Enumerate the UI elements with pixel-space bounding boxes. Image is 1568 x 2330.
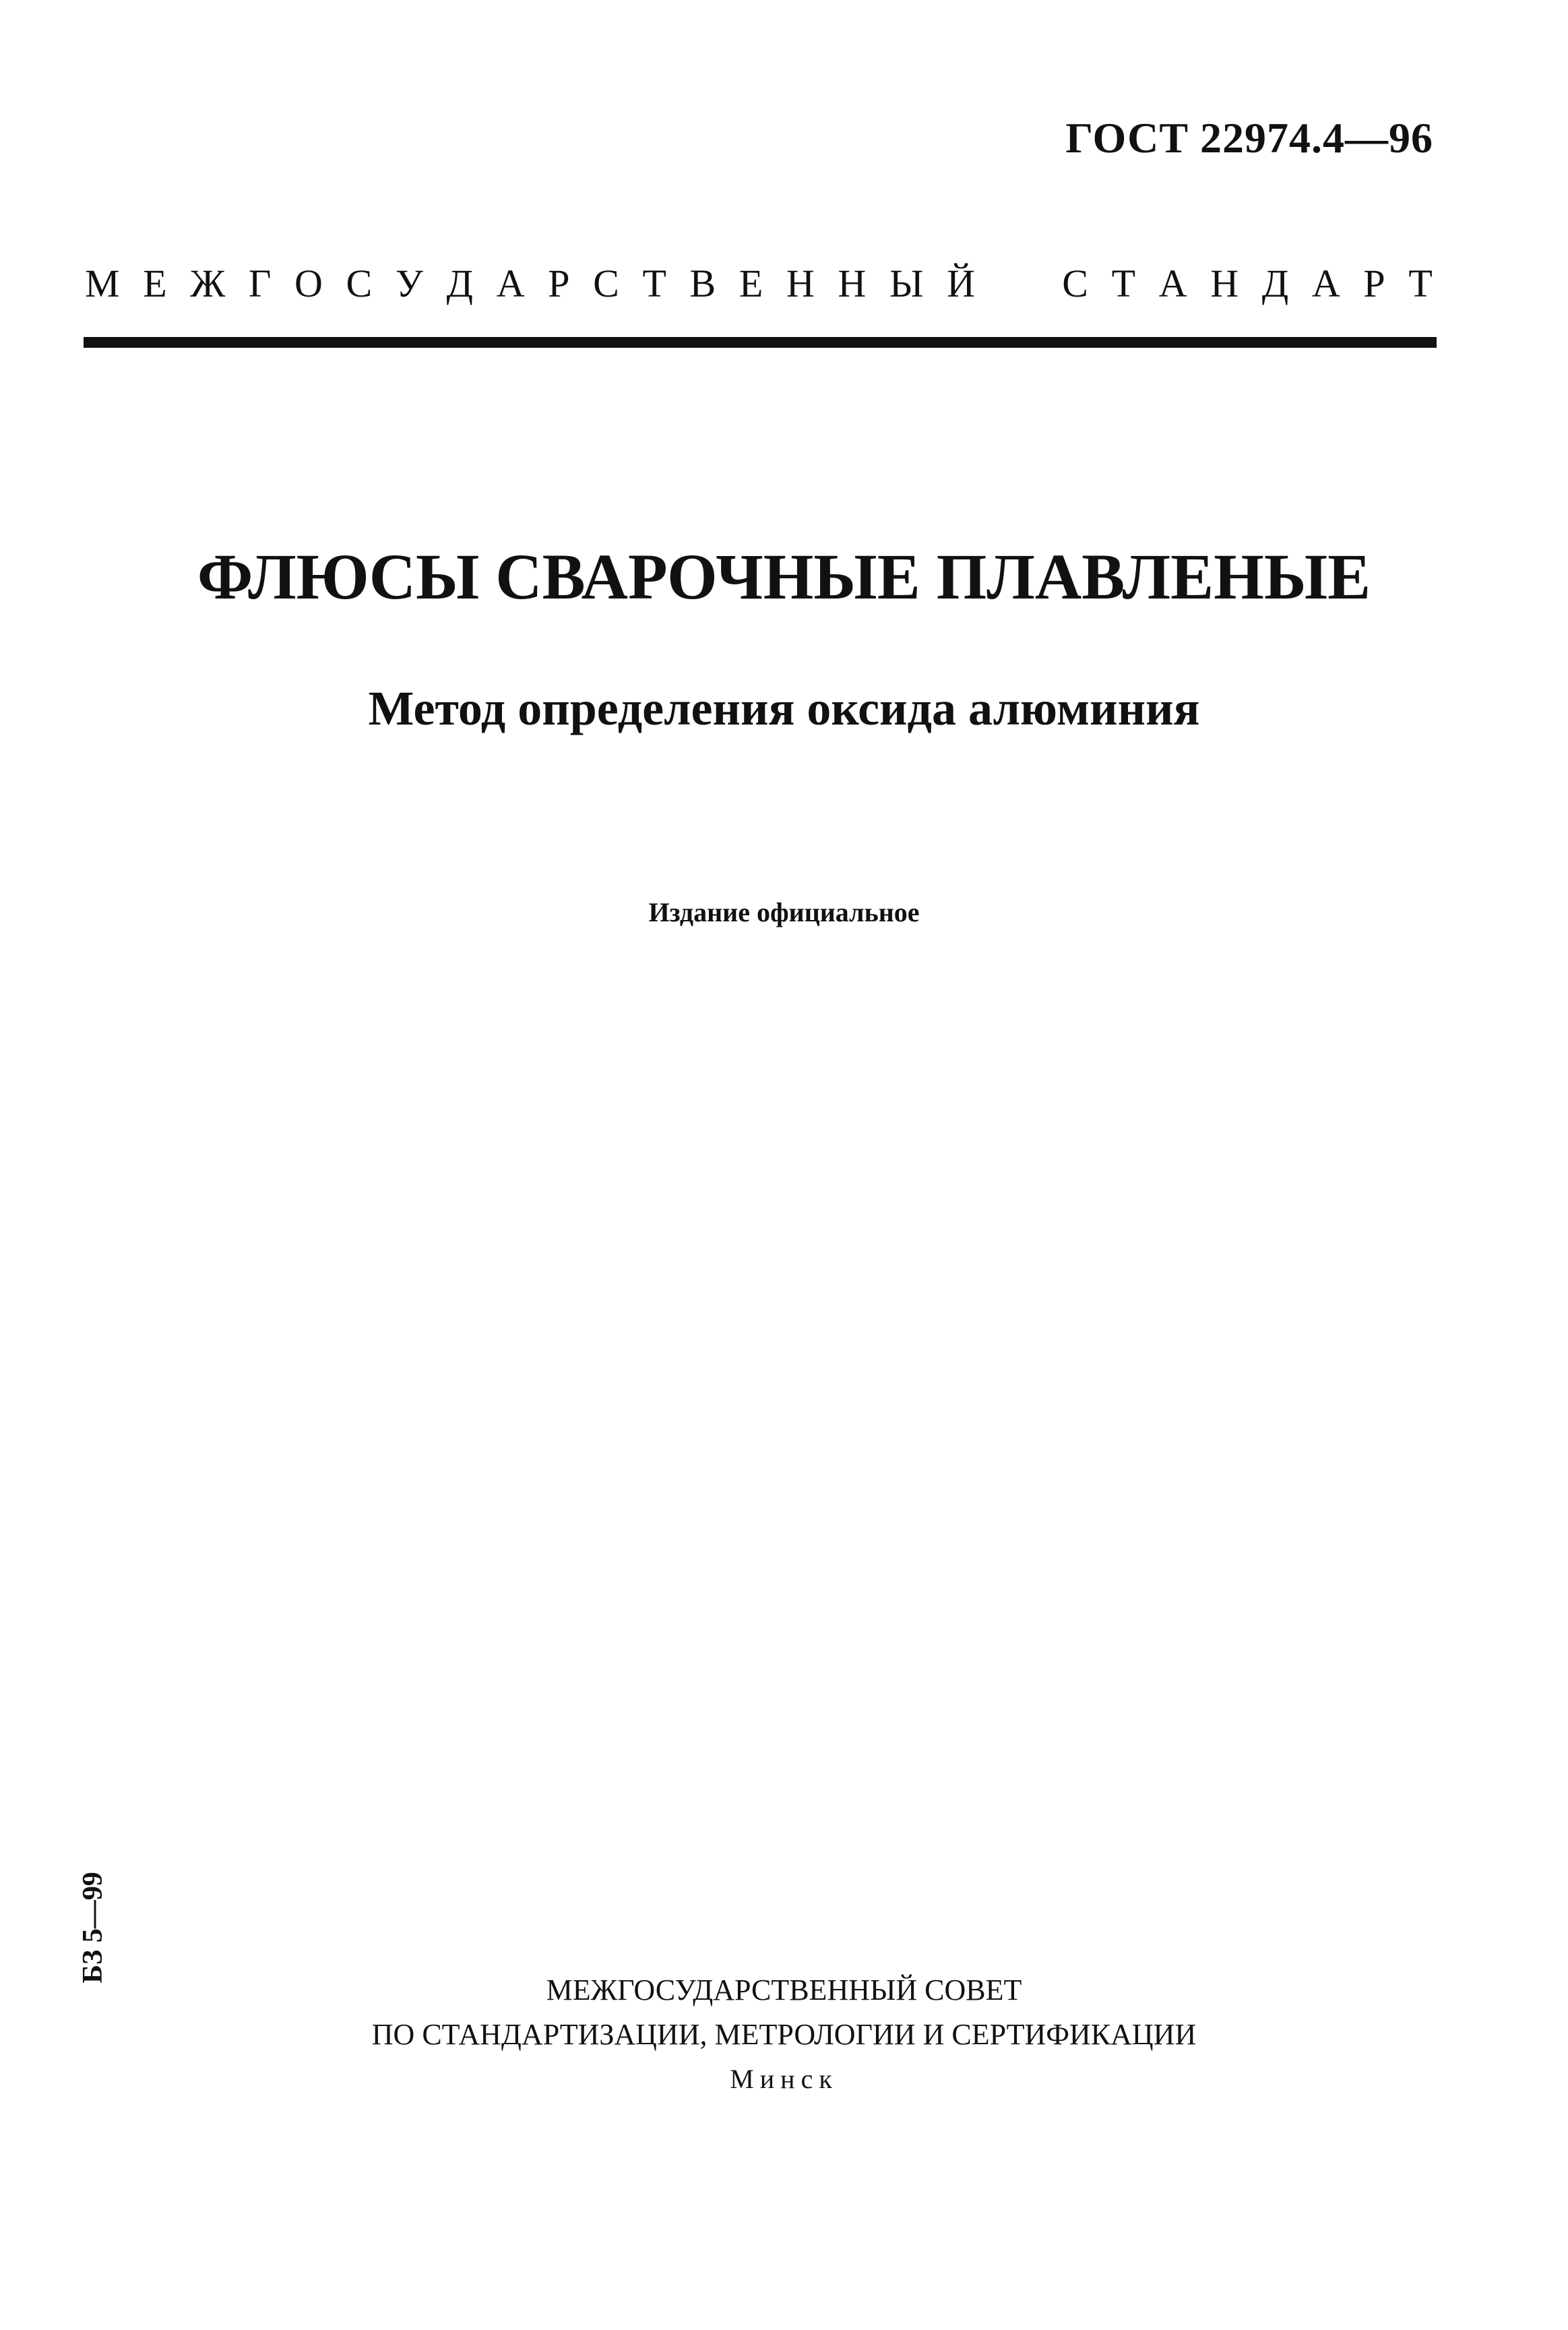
standard-type-letter: Е (739, 262, 763, 305)
document-title: ФЛЮСЫ СВАРОЧНЫЕ ПЛАВЛЕНЫЕ (197, 541, 1371, 613)
publisher-city: Минск (730, 2064, 838, 2094)
standard-type-letter: А (1158, 262, 1187, 305)
standard-type-letter: Е (143, 262, 167, 305)
standard-type-letter: О (294, 262, 323, 305)
document-subtitle: Метод определения оксида алюминия (368, 681, 1200, 735)
standard-type-letter: А (496, 262, 525, 305)
standard-type-letter: С (346, 262, 373, 305)
standard-type-letter: Р (1363, 262, 1385, 305)
standard-type-letter: Д (446, 262, 474, 305)
edition-note: Издание официальное (648, 897, 920, 927)
standard-type-letter: У (395, 262, 423, 305)
standard-type-letter: Н (786, 262, 815, 305)
standard-type-letter: Д (1261, 262, 1289, 305)
publisher-line-2: ПО СТАНДАРТИЗАЦИИ, МЕТРОЛОГИИ И СЕРТИФИКАЦИИ (371, 2018, 1197, 2051)
side-code-text: БЗ 5—99 (77, 1872, 108, 1984)
header-rule (84, 337, 1437, 348)
standard-type-letter: Ж (190, 262, 226, 305)
standard-type-letter: С (593, 262, 619, 305)
standard-type-letter: В (689, 262, 716, 305)
standard-type-letter: Н (1210, 262, 1239, 305)
standard-type-letter: Т (1111, 262, 1136, 305)
publisher-line-1: МЕЖГОСУДАРСТВЕННЫЙ СОВЕТ (546, 1973, 1022, 2006)
standard-type (85, 264, 1433, 303)
standard-type-letter: Н (838, 262, 867, 305)
standard-type-letter: А (1311, 262, 1340, 305)
word-gap (999, 264, 1039, 303)
document-number: ГОСТ 22974.4—96 (1065, 114, 1433, 162)
standard-type-letter: М (85, 262, 120, 305)
standard-type-letter: Й (947, 262, 976, 305)
standard-type-letter: Р (548, 262, 570, 305)
standard-type-letter: Т (1408, 262, 1433, 305)
standard-type-letter: Г (248, 262, 272, 305)
standard-type-letter: Ы (889, 262, 924, 305)
publisher-block (0, 1968, 1568, 2102)
standard-type-letter: С (1062, 262, 1088, 305)
standard-type-letter: Т (642, 262, 666, 305)
